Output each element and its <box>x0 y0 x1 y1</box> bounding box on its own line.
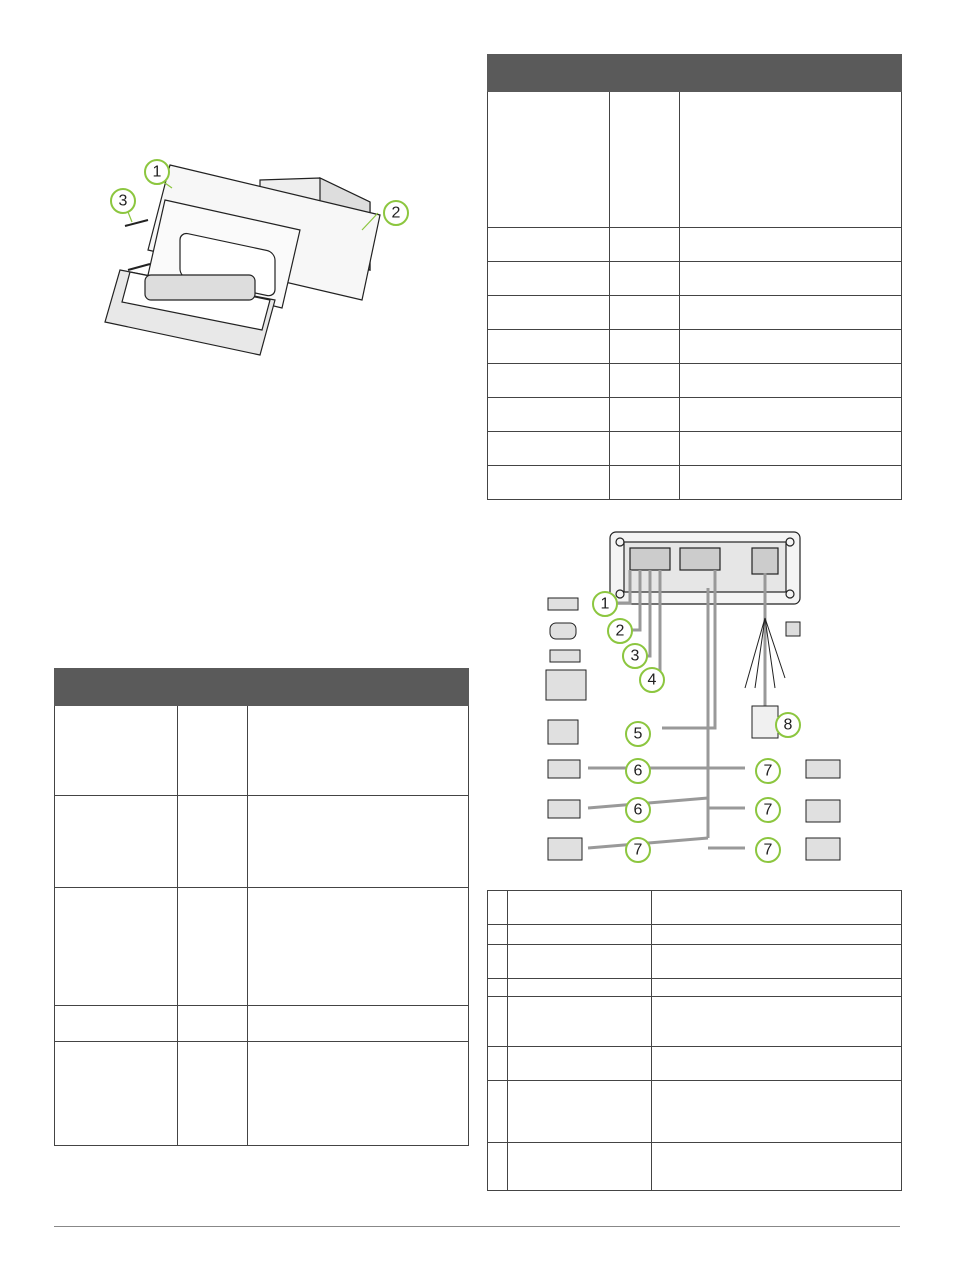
svg-text:1: 1 <box>600 595 610 613</box>
svg-text:7: 7 <box>763 801 773 819</box>
svg-text:6: 6 <box>633 762 643 780</box>
left-spec-table <box>54 668 469 1146</box>
wiring-callout-7a <box>626 838 650 862</box>
svg-text:8: 8 <box>783 716 793 734</box>
wiring-callout-8 <box>776 713 800 737</box>
table-row <box>488 330 902 364</box>
table-row <box>488 92 902 228</box>
wiring-callout-1 <box>593 592 617 616</box>
mounting-diagram <box>100 150 420 360</box>
svg-text:4: 4 <box>647 671 657 689</box>
callout-1 <box>145 160 169 184</box>
svg-text:3: 3 <box>630 647 640 665</box>
connector-table <box>487 890 902 1191</box>
table-header-row <box>55 669 469 706</box>
table-row <box>488 1081 902 1143</box>
table-row <box>55 706 469 796</box>
wiring-callout-7b <box>756 759 780 783</box>
table-row <box>488 945 902 979</box>
table-row <box>488 398 902 432</box>
wiring-callout-6b <box>626 798 650 822</box>
table-row <box>488 1143 902 1191</box>
callout-3 <box>111 189 135 213</box>
table-row <box>488 891 902 925</box>
footer-rule <box>54 1226 900 1227</box>
table-row <box>488 262 902 296</box>
svg-text:7: 7 <box>763 841 773 859</box>
table-row <box>488 228 902 262</box>
table-row <box>55 1006 469 1042</box>
svg-text:2: 2 <box>615 622 625 640</box>
svg-text:6: 6 <box>633 801 643 819</box>
svg-text:2: 2 <box>391 204 401 222</box>
table-row <box>488 466 902 500</box>
wiring-callout-3 <box>623 644 647 668</box>
wiring-callout-4 <box>640 668 664 692</box>
svg-text:7: 7 <box>763 762 773 780</box>
callout-2 <box>384 201 408 225</box>
svg-text:5: 5 <box>633 725 643 743</box>
table-row <box>488 925 902 945</box>
table-row <box>488 979 902 997</box>
wiring-callout-7d <box>756 838 780 862</box>
wiring-callout-2 <box>608 619 632 643</box>
svg-text:3: 3 <box>118 192 128 210</box>
table-row <box>55 796 469 888</box>
table-row <box>488 432 902 466</box>
svg-text:7: 7 <box>633 841 643 859</box>
wiring-diagram <box>540 528 860 873</box>
table-row <box>55 1042 469 1146</box>
table-row <box>488 364 902 398</box>
table-row <box>55 888 469 1006</box>
wiring-callout-5 <box>626 722 650 746</box>
table-row <box>488 296 902 330</box>
wiring-callout-6a <box>626 759 650 783</box>
wiring-callout-7c <box>756 798 780 822</box>
right-spec-table <box>487 54 902 500</box>
table-header-row <box>488 55 902 92</box>
table-row <box>488 1047 902 1081</box>
svg-text:1: 1 <box>152 163 162 181</box>
table-row <box>488 997 902 1047</box>
